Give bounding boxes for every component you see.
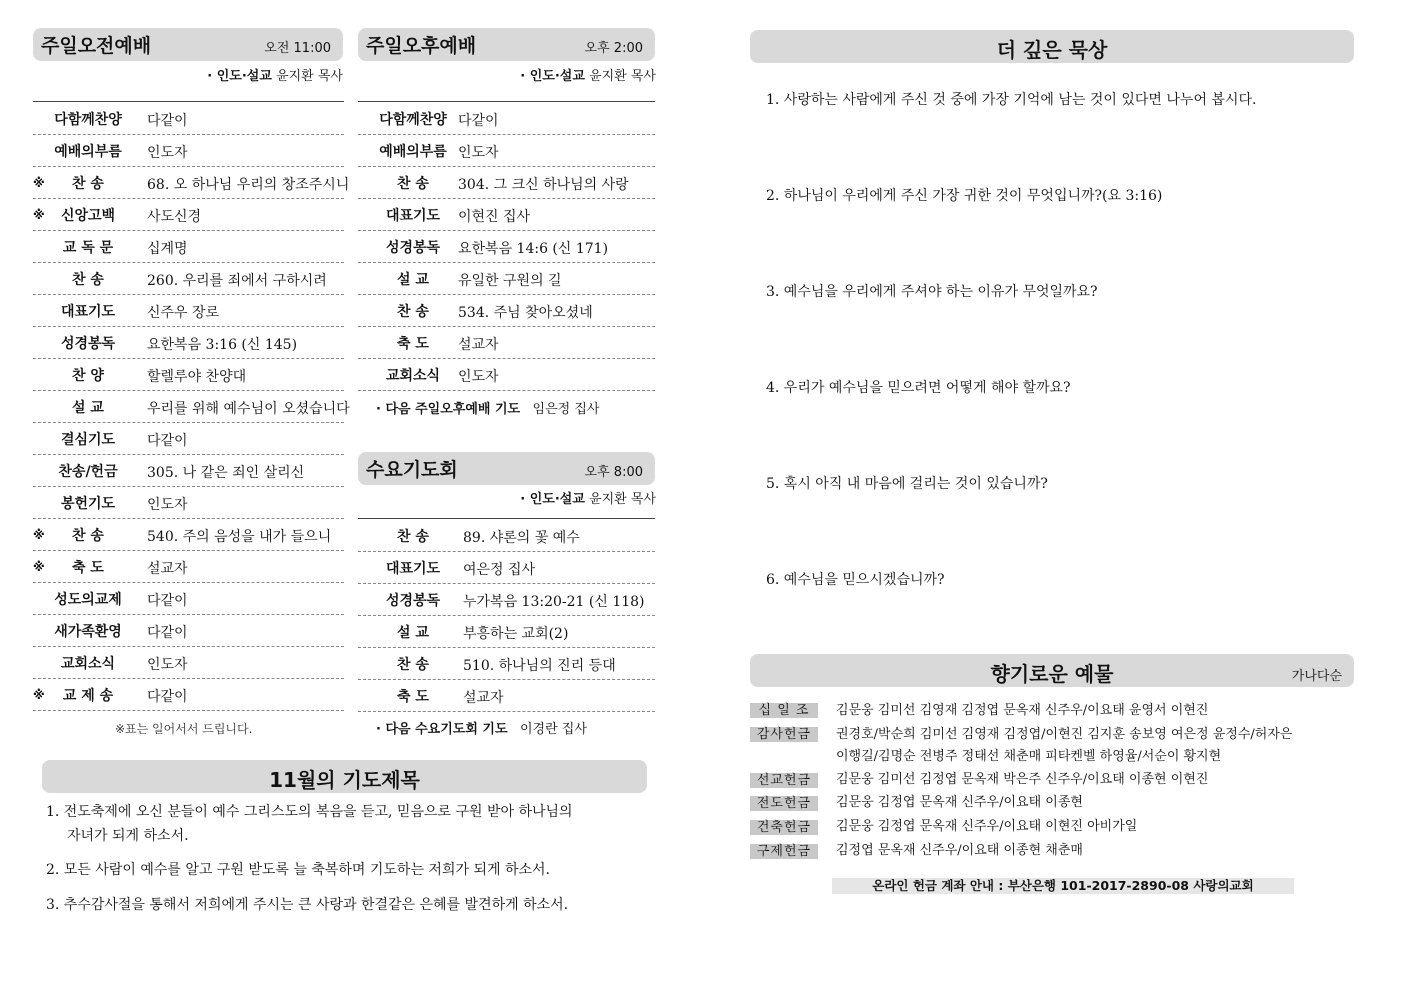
wednesday-service-time: 오후 8:00 xyxy=(584,465,643,480)
morning-order-label-text: 봉헌기도 xyxy=(60,496,116,512)
morning-order-label-text: 설 교 xyxy=(72,400,104,416)
offering-label-building: 건축헌금 xyxy=(750,820,818,835)
morning-order-row xyxy=(33,262,344,295)
morning-order-row xyxy=(33,326,344,359)
offering-title: 향기로운 예물 xyxy=(990,662,1114,686)
offering-names-building: 김문웅 김정엽 문옥재 신주우/이요태 이현진 아비가일 xyxy=(836,819,1138,834)
wednesday-order-value: 설교자 xyxy=(463,690,504,706)
morning-order-value: 다같이 xyxy=(147,113,188,129)
afternoon-order-row xyxy=(358,230,655,263)
morning-order-value: 할렐루야 찬양대 xyxy=(147,369,247,385)
morning-order-value: 260. 우리를 죄에서 구하시려 xyxy=(147,273,327,289)
afternoon-order-value: 인도자 xyxy=(458,369,499,385)
prayer-topics-title: 11월의 기도제목 xyxy=(269,768,420,792)
offering-label-mission: 선교헌금 xyxy=(750,773,818,788)
wednesday-order-label-text: 축 도 xyxy=(397,689,429,705)
prayer-item-2 xyxy=(46,858,550,882)
wednesday-order-value: 누가복음 13:20-21 (신 118) xyxy=(463,594,645,610)
offering-label-relief: 구제헌금 xyxy=(750,844,818,859)
offering-names-evangelism: 김문웅 김정엽 문옥재 신주우/이요태 이종현 xyxy=(836,795,1083,810)
morning-order-row xyxy=(33,550,344,583)
afternoon-order-row xyxy=(358,102,655,135)
morning-order-value: 다같이 xyxy=(147,593,188,609)
wednesday-order-value: 89. 샤론의 꽃 예수 xyxy=(463,530,580,546)
morning-order-label-text: 대표기도 xyxy=(60,304,116,320)
wednesday-order-label-text: 대표기도 xyxy=(385,561,441,577)
standing-mark: ※ xyxy=(33,528,45,542)
morning-service-header xyxy=(33,28,343,61)
morning-order-label-text: 찬 양 xyxy=(72,368,104,384)
standing-mark: ※ xyxy=(33,176,45,190)
wednesday-service-title: 수요기도회 xyxy=(366,459,458,481)
wednesday-leader xyxy=(520,488,656,507)
meditation-header xyxy=(750,30,1354,63)
morning-order-row xyxy=(33,198,344,231)
morning-order-label-text: 새가족환영 xyxy=(54,624,122,640)
meditation-question-4: 4. 우리가 예수님을 믿으려면 어떻게 해야 할까요? xyxy=(766,380,1071,396)
prayer-item-1 xyxy=(46,800,573,848)
morning-order-value: 설교자 xyxy=(147,561,188,577)
afternoon-order-label-text: 찬 송 xyxy=(397,176,429,192)
wednesday-order-row xyxy=(358,647,655,680)
morning-order-value: 사도신경 xyxy=(147,209,202,225)
morning-leader xyxy=(207,65,343,84)
morning-order-row xyxy=(33,422,344,455)
prayer-item-1-line2: 자녀가 되게 하소서. xyxy=(67,828,189,844)
afternoon-order-row xyxy=(358,294,655,327)
offering-names-thanks-1: 권경호/박순희 김미선 김영재 김정엽/이현진 김지훈 송보영 여은정 윤정수/허자은 xyxy=(836,727,1293,742)
wednesday-order-row xyxy=(358,583,655,616)
standing-mark: ※ xyxy=(33,688,45,702)
afternoon-order-label-text: 다함께찬양 xyxy=(379,112,447,128)
afternoon-leader-label: · 인도·설교 xyxy=(520,69,585,84)
morning-order-label-text: 찬 송 xyxy=(72,528,104,544)
offering-names-mission: 김문웅 김미선 김정엽 문옥재 박은주 신주우/이요태 이종현 이현진 xyxy=(836,772,1209,787)
afternoon-next-label: · 다음 주일오후예배 기도 xyxy=(376,402,521,417)
wednesday-next-prayer xyxy=(376,718,587,737)
afternoon-order-label-text: 설 교 xyxy=(397,272,429,288)
wednesday-next-label: · 다음 수요기도회 기도 xyxy=(376,722,508,737)
morning-order-value: 다같이 xyxy=(147,689,188,705)
afternoon-order-value: 이현진 집사 xyxy=(458,209,531,225)
afternoon-order-value: 유일한 구원의 길 xyxy=(458,273,562,289)
morning-order-label-text: 예배의부름 xyxy=(54,144,122,160)
prayer-item-3-line1: 3. 추수감사절을 통해서 저희에게 주시는 큰 사랑과 한결같은 은혜를 발견하게 하소서. xyxy=(46,897,569,913)
offering-names-thanks-2: 이행길/김명순 전병주 정태선 채춘매 피타켄벨 하영율/서순이 황지현 xyxy=(836,749,1222,764)
afternoon-order-label-text: 예배의부름 xyxy=(379,144,447,160)
morning-order-label-text: 결심기도 xyxy=(60,432,116,448)
wednesday-leader-name: 윤지환 목사 xyxy=(589,492,656,507)
meditation-question-1: 1. 사랑하는 사람에게 주신 것 중에 가장 기억에 남는 것이 있다면 나누어 봅시다. xyxy=(766,92,1257,108)
morning-order-row xyxy=(33,358,344,391)
morning-order-label-text: 교 독 문 xyxy=(62,240,114,256)
morning-service-time: 오전 11:00 xyxy=(264,41,331,56)
morning-order-label-text: 교 제 송 xyxy=(62,688,114,704)
morning-order-label-text: 신앙고백 xyxy=(60,208,116,224)
offering-names-tithe: 김문웅 김미선 김영재 김정엽 문옥재 신주우/이요태 윤영서 이현진 xyxy=(836,703,1209,718)
offering-label-tithe: 십 일 조 xyxy=(750,703,818,718)
afternoon-order-label-text: 대표기도 xyxy=(385,208,441,224)
afternoon-next-prayer xyxy=(376,398,599,417)
afternoon-leader-name: 윤지환 목사 xyxy=(589,69,656,84)
morning-order-value: 다같이 xyxy=(147,625,188,641)
afternoon-order-value: 다같이 xyxy=(458,113,499,129)
afternoon-order-value: 인도자 xyxy=(458,145,499,161)
morning-order-row xyxy=(33,454,344,487)
morning-service-title: 주일오전예배 xyxy=(41,35,152,57)
prayer-item-2-line1: 2. 모든 사람이 예수를 알고 구원 받도록 늘 축복하며 기도하는 저희가 되게 하소서. xyxy=(46,862,550,878)
prayer-item-3 xyxy=(46,893,568,917)
morning-order-row xyxy=(33,646,344,679)
wednesday-order-label-text: 설 교 xyxy=(397,625,429,641)
morning-order-row xyxy=(33,294,344,327)
morning-order-value: 68. 오 하나님 우리의 창조주시니 xyxy=(147,177,350,193)
morning-order-value: 요한복음 3:16 (신 145) xyxy=(147,337,298,353)
afternoon-service-header xyxy=(358,28,655,61)
morning-order-value: 신주우 장로 xyxy=(147,305,220,321)
offering-label-thanks: 감사헌금 xyxy=(750,727,818,742)
offering-header xyxy=(750,654,1354,687)
morning-order-label-text: 성경봉독 xyxy=(60,336,116,352)
prayer-topics-header xyxy=(42,760,647,793)
meditation-title: 더 깊은 묵상 xyxy=(996,38,1108,62)
morning-order-label-text: 축 도 xyxy=(72,560,104,576)
offering-names-relief: 김정엽 문옥재 신주우/이요태 이종현 채춘매 xyxy=(836,843,1083,858)
afternoon-order-row xyxy=(358,134,655,167)
morning-order-value: 우리를 위해 예수님이 오셨습니다 xyxy=(147,401,350,417)
morning-order-row xyxy=(33,134,344,167)
morning-leader-name: 윤지환 목사 xyxy=(276,69,343,84)
wednesday-order-value: 510. 하나님의 진리 등대 xyxy=(463,658,616,674)
afternoon-next-name: 임은정 집사 xyxy=(532,402,600,417)
wednesday-order-row xyxy=(358,615,655,648)
afternoon-order-value: 요한복음 14:6 (신 171) xyxy=(458,241,609,257)
morning-order-label-text: 성도의교제 xyxy=(54,592,122,608)
wednesday-order-row xyxy=(358,519,655,552)
offering-label-evangelism: 전도헌금 xyxy=(750,796,818,811)
online-offering-account: 온라인 헌금 계좌 안내 : 부산은행 101-2017-2890-08 사랑의교회 xyxy=(832,878,1294,894)
wednesday-order-label-text: 찬 송 xyxy=(397,529,429,545)
wednesday-order-label-text: 성경봉독 xyxy=(385,593,441,609)
wednesday-leader-label: · 인도·설교 xyxy=(520,492,585,507)
wednesday-order-label-text: 찬 송 xyxy=(397,657,429,673)
afternoon-service-title: 주일오후예배 xyxy=(366,35,477,57)
meditation-question-5: 5. 혹시 아직 내 마음에 걸리는 것이 있습니까? xyxy=(766,476,1048,492)
standing-mark: ※ xyxy=(33,208,45,222)
wednesday-next-name: 이경란 집사 xyxy=(519,722,587,737)
morning-order-row xyxy=(33,678,344,711)
wednesday-order-row xyxy=(358,679,655,712)
afternoon-order-row xyxy=(358,166,655,199)
meditation-question-2: 2. 하나님이 우리에게 주신 가장 귀한 것이 무엇입니까?(요 3:16) xyxy=(766,188,1163,204)
afternoon-order-label-text: 교회소식 xyxy=(385,368,441,384)
morning-order-value: 305. 나 같은 죄인 살리신 xyxy=(147,465,305,481)
morning-order-row xyxy=(33,582,344,615)
afternoon-order-label-text: 축 도 xyxy=(397,336,429,352)
afternoon-order-value: 설교자 xyxy=(458,337,499,353)
afternoon-order-label-text: 찬 송 xyxy=(397,304,429,320)
afternoon-order-value: 534. 주님 찾아오셨네 xyxy=(458,305,593,321)
wednesday-order-row xyxy=(358,551,655,584)
morning-leader-label: · 인도·설교 xyxy=(207,69,272,84)
prayer-item-1-line1: 1. 전도축제에 오신 분들이 예수 그리스도의 복음을 듣고, 믿음으로 구원 받아 하나님의 xyxy=(46,804,573,820)
morning-order-row xyxy=(33,166,350,199)
afternoon-order-label-text: 성경봉독 xyxy=(385,240,441,256)
wednesday-order-value: 여은정 집사 xyxy=(463,562,536,578)
afternoon-order-row xyxy=(358,262,655,295)
morning-order-value: 인도자 xyxy=(147,657,188,673)
morning-order-label-text: 교회소식 xyxy=(60,656,116,672)
morning-order-label-text: 찬 송 xyxy=(72,176,104,192)
meditation-question-3: 3. 예수님을 우리에게 주셔야 하는 이유가 무엇일까요? xyxy=(766,284,1098,300)
afternoon-order-row xyxy=(358,198,655,231)
afternoon-order-value: 304. 그 크신 하나님의 사랑 xyxy=(458,177,629,193)
morning-order-label-text: 찬 송 xyxy=(72,272,104,288)
morning-order-value: 다같이 xyxy=(147,433,188,449)
standing-note: ※표는 일어서서 드립니다. xyxy=(115,722,253,736)
morning-order-label-text: 다함께찬양 xyxy=(54,112,122,128)
wednesday-order-value: 부흥하는 교회(2) xyxy=(463,626,569,642)
morning-order-row xyxy=(33,518,344,551)
morning-order-row xyxy=(33,230,344,263)
morning-order-row xyxy=(33,102,344,135)
morning-order-value: 인도자 xyxy=(147,145,188,161)
morning-order-row xyxy=(33,390,350,423)
afternoon-service-time: 오후 2:00 xyxy=(584,41,643,56)
morning-order-value: 540. 주의 음성을 내가 들으니 xyxy=(147,529,332,545)
afternoon-order-row xyxy=(358,358,655,391)
morning-order-row xyxy=(33,614,344,647)
afternoon-order-row xyxy=(358,326,655,359)
meditation-question-6: 6. 예수님을 믿으시겠습니까? xyxy=(766,572,945,588)
standing-mark: ※ xyxy=(33,560,45,574)
wednesday-service-header xyxy=(358,452,655,485)
offering-order-note: 가나다순 xyxy=(1291,669,1342,684)
morning-order-value: 십계명 xyxy=(147,241,188,257)
afternoon-leader xyxy=(520,65,656,84)
morning-order-value: 인도자 xyxy=(147,497,188,513)
morning-order-label-text: 찬송/헌금 xyxy=(58,464,118,480)
morning-order-row xyxy=(33,486,344,519)
